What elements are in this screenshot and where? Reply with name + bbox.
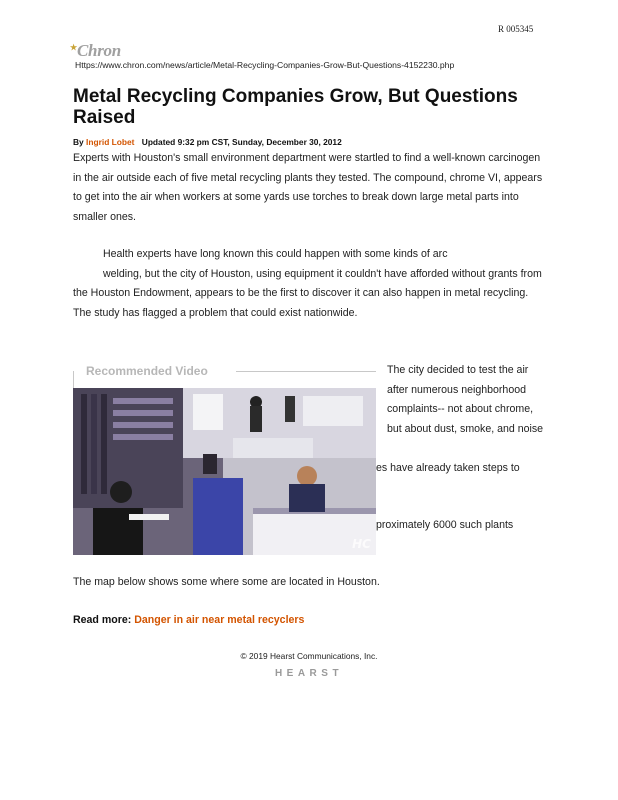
paragraph-1: Experts with Houston's small environment department were startled to find a well-known carcinogen in the air outside each of five metal recycling plants they tested. The compound, chrome VI, appears to get into the air when workers at some yards use torches to break down large metal parts into smaller ones.	[73, 152, 543, 223]
read-more	[73, 614, 304, 626]
bates-number: R 005345	[498, 24, 534, 34]
read-more-label: Read more:	[73, 614, 132, 626]
video-watermark: HC	[352, 537, 371, 551]
paragraph-2-first-line: Health experts have long known this could happen with some kinds of arc	[103, 248, 448, 260]
recommended-video	[73, 361, 376, 555]
map-paragraph: The map below shows some where some are located in Houston.	[73, 576, 380, 588]
video-header-rule	[236, 371, 376, 372]
article-url[interactable]: Https://www.chron.com/news/article/Metal-Recycling-Companies-Grow-But-Questions-4152230.php	[75, 60, 455, 70]
chron-logo[interactable]	[71, 41, 121, 61]
read-more-link[interactable]: Danger in air near metal recyclers	[134, 614, 305, 626]
hearst-brand: HEARST	[274, 668, 344, 679]
video-player[interactable]	[73, 388, 376, 555]
updated-timestamp: Updated 9:32 pm CST, Sunday, December 30, 2012	[141, 137, 342, 147]
copyright: © 2019 Hearst Communications, Inc.	[240, 651, 378, 661]
article-headline: Metal Recycling Companies Grow, But Questions Raised	[73, 86, 518, 128]
byline-prefix: By	[73, 137, 84, 147]
paragraph-2	[73, 245, 547, 323]
video-vertical-rule	[73, 371, 74, 388]
star-icon: ★	[70, 43, 77, 52]
byline	[73, 137, 342, 147]
side-text-3: proximately 6000 such plants	[376, 519, 514, 531]
author-link[interactable]: Ingrid Lobet	[86, 137, 135, 147]
paragraph-2-rest: welding, but the city of Houston, using equipment it couldn't have afforded without grants from the Houston Endowment, appears to be the first to discover it can also happen in metal recycling. The study has flagged a problem that could exist nationwide.	[73, 267, 542, 319]
video-frame	[73, 388, 376, 555]
side-text-2: es have already taken steps to	[376, 462, 520, 474]
recommended-video-label: Recommended Video	[86, 364, 208, 378]
side-text-1: The city decided to test the air after numerous neighborhood complaints-- not about chrome, but about dust, smoke, and noise	[387, 364, 544, 435]
logo-text: Chron	[77, 41, 121, 60]
